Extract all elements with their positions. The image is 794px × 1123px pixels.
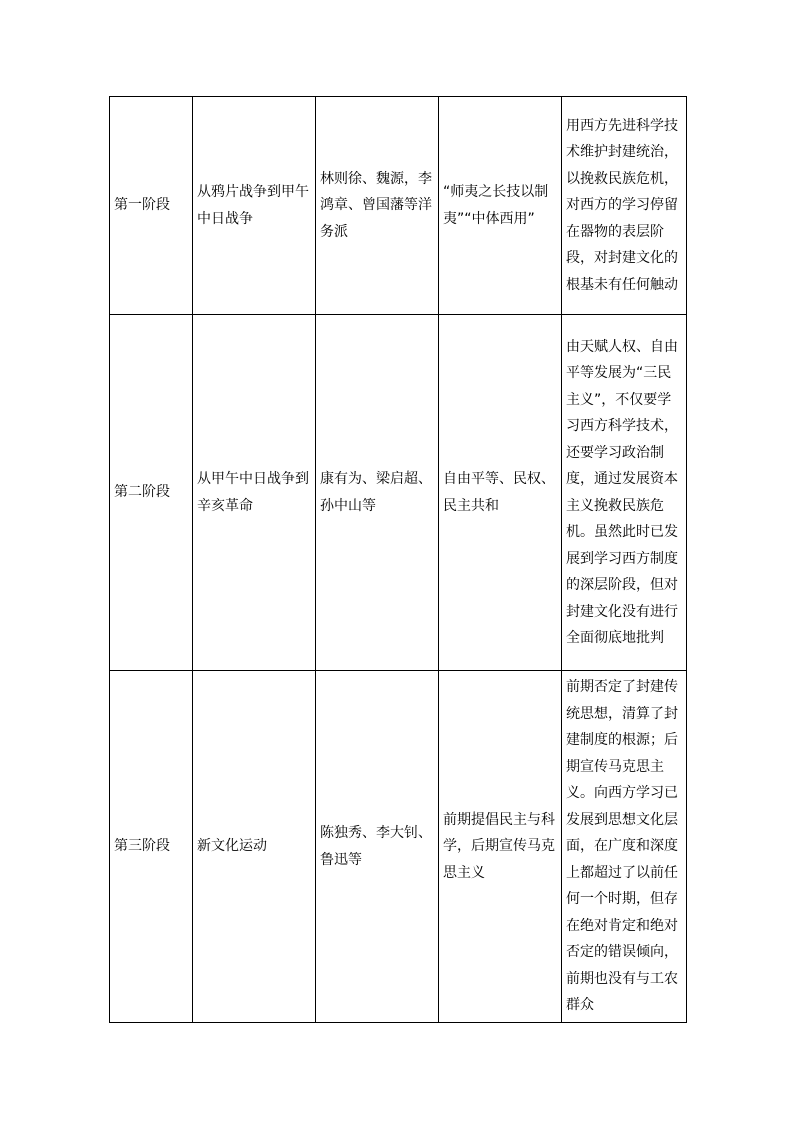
stage-name-cell: 第一阶段 [110, 97, 193, 315]
content-cell: 前期否定了封建传统思想，清算了封建制度的根源；后期宣传马克思主义。向西方学习已发展到思想文化层面，在广度和深度上都超过了以前任何一个时期，但存在绝对肯定和绝对否定的错误倾向，前期也没有与工农群众 [562, 671, 687, 1023]
thought-cell: “师夷之长技以制夷”“中体西用” [439, 97, 562, 315]
table-row [110, 97, 687, 315]
stage-name-cell: 第二阶段 [110, 315, 193, 671]
stages-table [109, 96, 687, 1023]
period-cell: 从鸦片战争到甲午中日战争 [193, 97, 316, 315]
representatives-cell: 陈独秀、李大钊、鲁迅等 [316, 671, 439, 1023]
representatives-cell: 康有为、梁启超、孙中山等 [316, 315, 439, 671]
period-cell: 从甲午中日战争到辛亥革命 [193, 315, 316, 671]
content-cell: 用西方先进科学技术维护封建统治，以挽救民族危机，对西方的学习停留在器物的表层阶段，对封建文化的根基未有任何触动 [562, 97, 687, 315]
stage-name-cell: 第三阶段 [110, 671, 193, 1023]
thought-cell: 前期提倡民主与科学，后期宣传马克思主义 [439, 671, 562, 1023]
representatives-cell: 林则徐、魏源，李鸿章、曾国藩等洋务派 [316, 97, 439, 315]
content-cell: 由天赋人权、自由平等发展为“三民主义”，不仅要学习西方科学技术，还要学习政治制度，通过发展资本主义挽救民族危机。虽然此时已发展到学习西方制度的深层阶段，但对封建文化没有进行全面彻底地批判 [562, 315, 687, 671]
table-row [110, 671, 687, 1023]
period-cell: 新文化运动 [193, 671, 316, 1023]
table-row [110, 315, 687, 671]
thought-cell: 自由平等、民权、民主共和 [439, 315, 562, 671]
